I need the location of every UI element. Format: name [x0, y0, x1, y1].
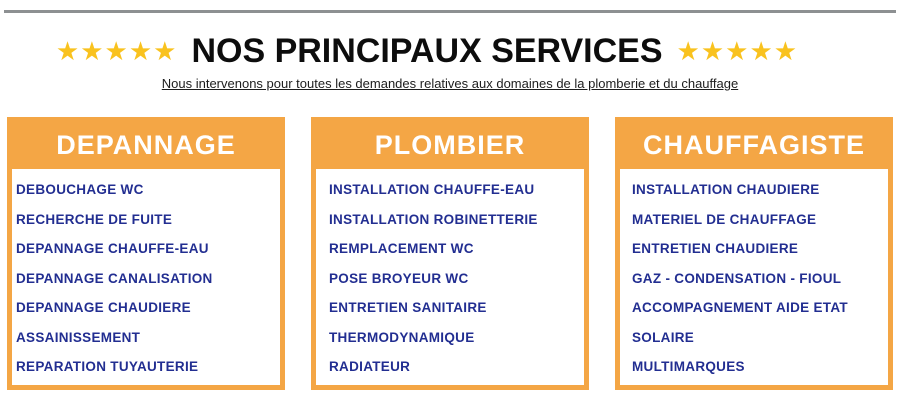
service-item[interactable]: REMPLACEMENT WC	[329, 241, 474, 257]
service-item[interactable]: REPARATION TUYAUTERIE	[16, 359, 199, 375]
service-card-chauffagiste	[615, 117, 893, 390]
card-body-plombier	[316, 169, 584, 382]
service-item[interactable]: MATERIEL DE CHAUFFAGE	[632, 211, 817, 227]
service-item[interactable]: GAZ - CONDENSATION - FIOUL	[632, 270, 842, 286]
service-item[interactable]: DEBOUCHAGE WC	[16, 182, 144, 198]
service-card-plombier	[311, 117, 589, 390]
service-item[interactable]: RECHERCHE DE FUITE	[16, 211, 173, 227]
stars-left-icon: ★★★★★	[55, 36, 178, 66]
service-item[interactable]: MULTIMARQUES	[632, 359, 745, 375]
service-item[interactable]: DEPANNAGE CHAUFFE-EAU	[16, 241, 209, 257]
service-item[interactable]: RADIATEUR	[329, 359, 411, 375]
service-item[interactable]: THERMODYNAMIQUE	[329, 329, 475, 345]
page-header	[0, 32, 900, 70]
service-item[interactable]: ACCOMPAGNEMENT AIDE ETAT	[632, 300, 848, 316]
service-item[interactable]: INSTALLATION CHAUFFE-EAU	[329, 182, 535, 198]
service-item[interactable]: ASSAINISSEMENT	[16, 329, 141, 345]
service-card-depannage	[7, 117, 285, 390]
service-item[interactable]: DEPANNAGE CANALISATION	[16, 270, 213, 286]
page-subtitle: Nous intervenons pour toutes les demandes relatives aux domaines de la plomberie et du chauffage	[161, 76, 739, 91]
page-title: NOS PRINCIPAUX SERVICES	[191, 32, 663, 70]
service-item[interactable]: INSTALLATION CHAUDIERE	[632, 182, 820, 198]
card-header-plombier: PLOMBIER	[316, 122, 584, 169]
stars-right-icon: ★★★★★	[676, 36, 799, 66]
card-header-chauffagiste: CHAUFFAGISTE	[620, 122, 888, 169]
service-item[interactable]: ENTRETIEN SANITAIRE	[329, 300, 487, 316]
card-body-depannage	[12, 169, 280, 382]
card-body-chauffagiste	[620, 169, 888, 382]
service-cards	[7, 117, 893, 390]
service-item[interactable]: DEPANNAGE CHAUDIERE	[16, 300, 191, 316]
service-item[interactable]: SOLAIRE	[632, 329, 695, 345]
service-item[interactable]: INSTALLATION ROBINETTERIE	[329, 211, 538, 227]
top-divider	[4, 10, 896, 13]
service-item[interactable]: ENTRETIEN CHAUDIERE	[632, 241, 799, 257]
card-header-depannage: DEPANNAGE	[12, 122, 280, 169]
service-item[interactable]: POSE BROYEUR WC	[329, 270, 469, 286]
